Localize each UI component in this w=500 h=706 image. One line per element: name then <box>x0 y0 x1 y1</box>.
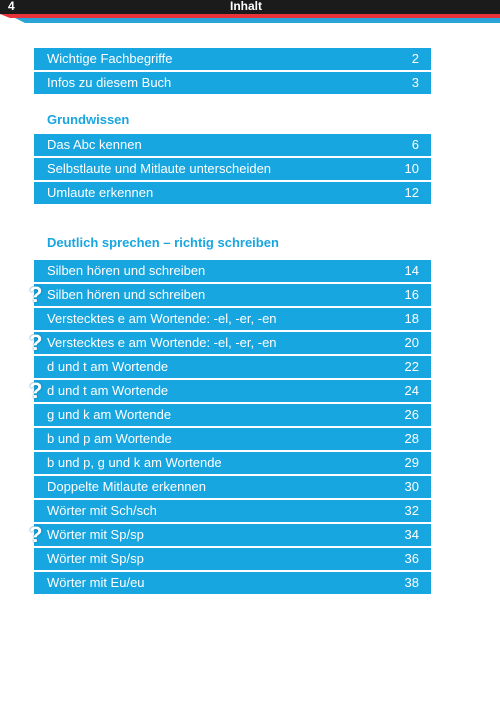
toc-entry-label: Das Abc kennen <box>47 137 142 152</box>
toc-entry-page: 22 <box>404 359 419 374</box>
page-number: 4 <box>8 0 15 13</box>
toc-entry-label: d und t am Wortende <box>47 383 169 398</box>
toc-entry[interactable] <box>34 158 431 180</box>
toc-entry[interactable] <box>34 308 431 330</box>
toc-entry[interactable] <box>34 260 431 282</box>
toc-entry-label: Umlaute erkennen <box>47 185 154 200</box>
toc-entry-label: Wörter mit Sp/sp <box>47 551 144 566</box>
question-mark-icon: ? <box>29 378 43 403</box>
toc-entry[interactable] <box>29 378 431 403</box>
toc-entry-label: Infos zu diesem Buch <box>47 75 172 90</box>
toc-entry-page: 16 <box>404 287 419 302</box>
toc-entry[interactable] <box>34 72 431 94</box>
toc-entry-page: 3 <box>411 75 419 90</box>
header-blue-stripe <box>0 18 500 23</box>
toc-entry-page: 12 <box>404 185 419 200</box>
toc-entry[interactable] <box>34 572 431 594</box>
question-mark-icon: ? <box>29 522 43 547</box>
toc-entry-page: 2 <box>411 51 419 66</box>
toc-entry-page: 18 <box>404 311 419 326</box>
toc-entry-label: Wörter mit Sp/sp <box>47 527 144 542</box>
toc-entry-label: g und k am Wortende <box>47 407 172 422</box>
toc-entry-label: b und p, g und k am Wortende <box>47 455 222 470</box>
toc-entry[interactable] <box>29 522 431 547</box>
toc-entry-page: 10 <box>404 161 419 176</box>
toc-entry-page: 36 <box>404 551 419 566</box>
toc-entry-label: Wörter mit Eu/eu <box>47 575 145 590</box>
question-mark-icon: ? <box>29 330 43 355</box>
header-red-stripe <box>0 14 500 18</box>
table-of-contents <box>29 48 431 596</box>
question-mark-icon: ? <box>29 282 43 307</box>
toc-entry-label: Verstecktes e am Wortende: -el, -er, -en <box>47 335 277 350</box>
toc-entry[interactable] <box>34 452 431 474</box>
toc-entry-label: Silben hören und schreiben <box>47 263 206 278</box>
section-heading-deutlich-sprechen: Deutlich sprechen – richtig schreiben <box>47 235 279 250</box>
toc-entry-label: Verstecktes e am Wortende: -el, -er, -en <box>47 311 277 326</box>
page-header <box>0 0 500 14</box>
toc-entry-page: 14 <box>404 263 419 278</box>
page-title: Inhalt <box>230 0 262 13</box>
toc-entry-page: 6 <box>411 137 419 152</box>
toc-entry-label: Doppelte Mitlaute erkennen <box>47 479 206 494</box>
toc-entry-label: d und t am Wortende <box>47 359 169 374</box>
toc-entry-page: 38 <box>404 575 419 590</box>
toc-entry-page: 24 <box>404 383 419 398</box>
toc-entry[interactable] <box>34 428 431 450</box>
toc-entry-page: 34 <box>404 527 419 542</box>
toc-entry-label: b und p am Wortende <box>47 431 172 446</box>
toc-entry[interactable] <box>34 476 431 498</box>
toc-entry-page: 28 <box>404 431 419 446</box>
toc-entry-label: Wörter mit Sch/sch <box>47 503 157 518</box>
toc-entry[interactable] <box>34 500 431 522</box>
toc-entry[interactable] <box>34 356 431 378</box>
section-heading-grundwissen: Grundwissen <box>47 112 130 127</box>
toc-entry[interactable] <box>34 404 431 426</box>
toc-entry-label: Selbstlaute und Mitlaute unterscheiden <box>47 161 272 176</box>
toc-entry-page: 26 <box>404 407 419 422</box>
toc-entry-page: 29 <box>404 455 419 470</box>
toc-entry-label: Wichtige Fachbegriffe <box>47 51 173 66</box>
toc-entry[interactable] <box>29 282 431 307</box>
toc-entry[interactable] <box>34 548 431 570</box>
toc-entry-label: Silben hören und schreiben <box>47 287 206 302</box>
toc-entry-page: 32 <box>404 503 419 518</box>
toc-entry[interactable] <box>34 182 431 204</box>
section2-list <box>29 260 431 594</box>
toc-entry-page: 20 <box>404 335 419 350</box>
toc-entry-page: 30 <box>404 479 419 494</box>
toc-entry[interactable] <box>29 330 431 355</box>
toc-entry[interactable] <box>34 48 431 70</box>
toc-entry[interactable] <box>34 134 431 156</box>
